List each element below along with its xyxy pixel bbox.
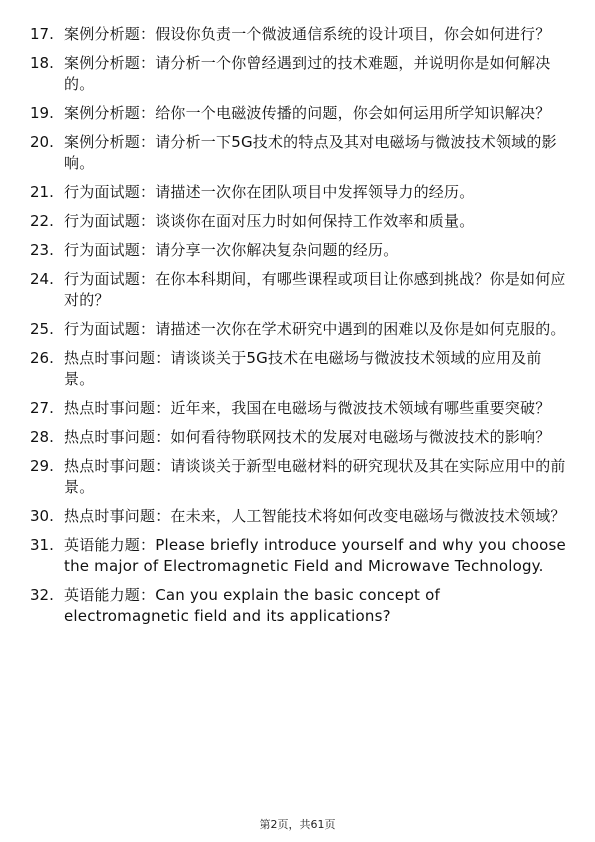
question-text: 英语能力题：Can you explain the basic concept of electromagnetic field and its applications? (64, 586, 440, 625)
question-text: 热点时事问题：请谈谈关于5G技术在电磁场与微波技术领域的应用及前景。 (64, 349, 542, 388)
question-number: 19. (30, 104, 54, 122)
question-text: 热点时事问题：在未来，人工智能技术将如何改变电磁场与微波技术领域？ (64, 507, 566, 525)
question-number: 20. (30, 133, 54, 151)
question-item (30, 506, 570, 527)
question-number: 22. (30, 212, 54, 230)
question-item (30, 585, 570, 627)
question-text: 英语能力题：Please briefly introduce yourself and why you choose the major of Electromagnetic Field and Microwave Technology. (64, 536, 566, 575)
question-number: 26. (30, 349, 54, 367)
question-item (30, 535, 570, 577)
question-item (30, 240, 570, 261)
page-number-footer: 第2页，共61页 (259, 818, 336, 831)
question-text: 行为面试题：谈谈你在面对压力时如何保持工作效率和质量。 (64, 212, 475, 230)
question-text: 行为面试题：请描述一次你在学术研究中遇到的困难以及你是如何克服的。 (64, 320, 566, 338)
question-text: 热点时事问题：请谈谈关于新型电磁材料的研究现状及其在实际应用中的前景。 (64, 457, 566, 496)
question-number: 21. (30, 183, 54, 201)
question-text: 案例分析题：给你一个电磁波传播的问题，你会如何运用所学知识解决？ (64, 104, 551, 122)
question-item (30, 427, 570, 448)
question-number: 24. (30, 270, 54, 288)
question-number: 25. (30, 320, 54, 338)
question-text: 案例分析题：请分析一下5G技术的特点及其对电磁场与微波技术领域的影响。 (64, 133, 557, 172)
question-number: 29. (30, 457, 54, 475)
question-item (30, 103, 570, 124)
question-number: 27. (30, 399, 54, 417)
question-item (30, 132, 570, 174)
question-number: 23. (30, 241, 54, 259)
question-item (30, 211, 570, 232)
question-item (30, 456, 570, 498)
question-number: 32. (30, 586, 54, 604)
question-number: 18. (30, 54, 54, 72)
question-text: 案例分析题：假设你负责一个微波通信系统的设计项目，你会如何进行？ (64, 25, 551, 43)
question-text: 行为面试题：请分享一次你解决复杂问题的经历。 (64, 241, 399, 259)
question-text: 热点时事问题：如何看待物联网技术的发展对电磁场与微波技术的影响？ (64, 428, 551, 446)
question-number: 28. (30, 428, 54, 446)
question-text: 热点时事问题：近年来，我国在电磁场与微波技术领域有哪些重要突破？ (64, 399, 551, 417)
question-number: 17. (30, 25, 54, 43)
question-number: 31. (30, 536, 54, 554)
question-item (30, 348, 570, 390)
question-item (30, 269, 570, 311)
question-item (30, 182, 570, 203)
question-text: 行为面试题：在你本科期间，有哪些课程或项目让你感到挑战？你是如何应对的？ (64, 270, 566, 309)
question-item (30, 398, 570, 419)
question-item (30, 24, 570, 45)
question-item (30, 319, 570, 340)
question-item (30, 53, 570, 95)
question-text: 行为面试题：请描述一次你在团队项目中发挥领导力的经历。 (64, 183, 475, 201)
question-list (30, 24, 570, 635)
question-text: 案例分析题：请分析一个你曾经遇到过的技术难题，并说明你是如何解决的。 (64, 54, 551, 93)
question-number: 30. (30, 507, 54, 525)
